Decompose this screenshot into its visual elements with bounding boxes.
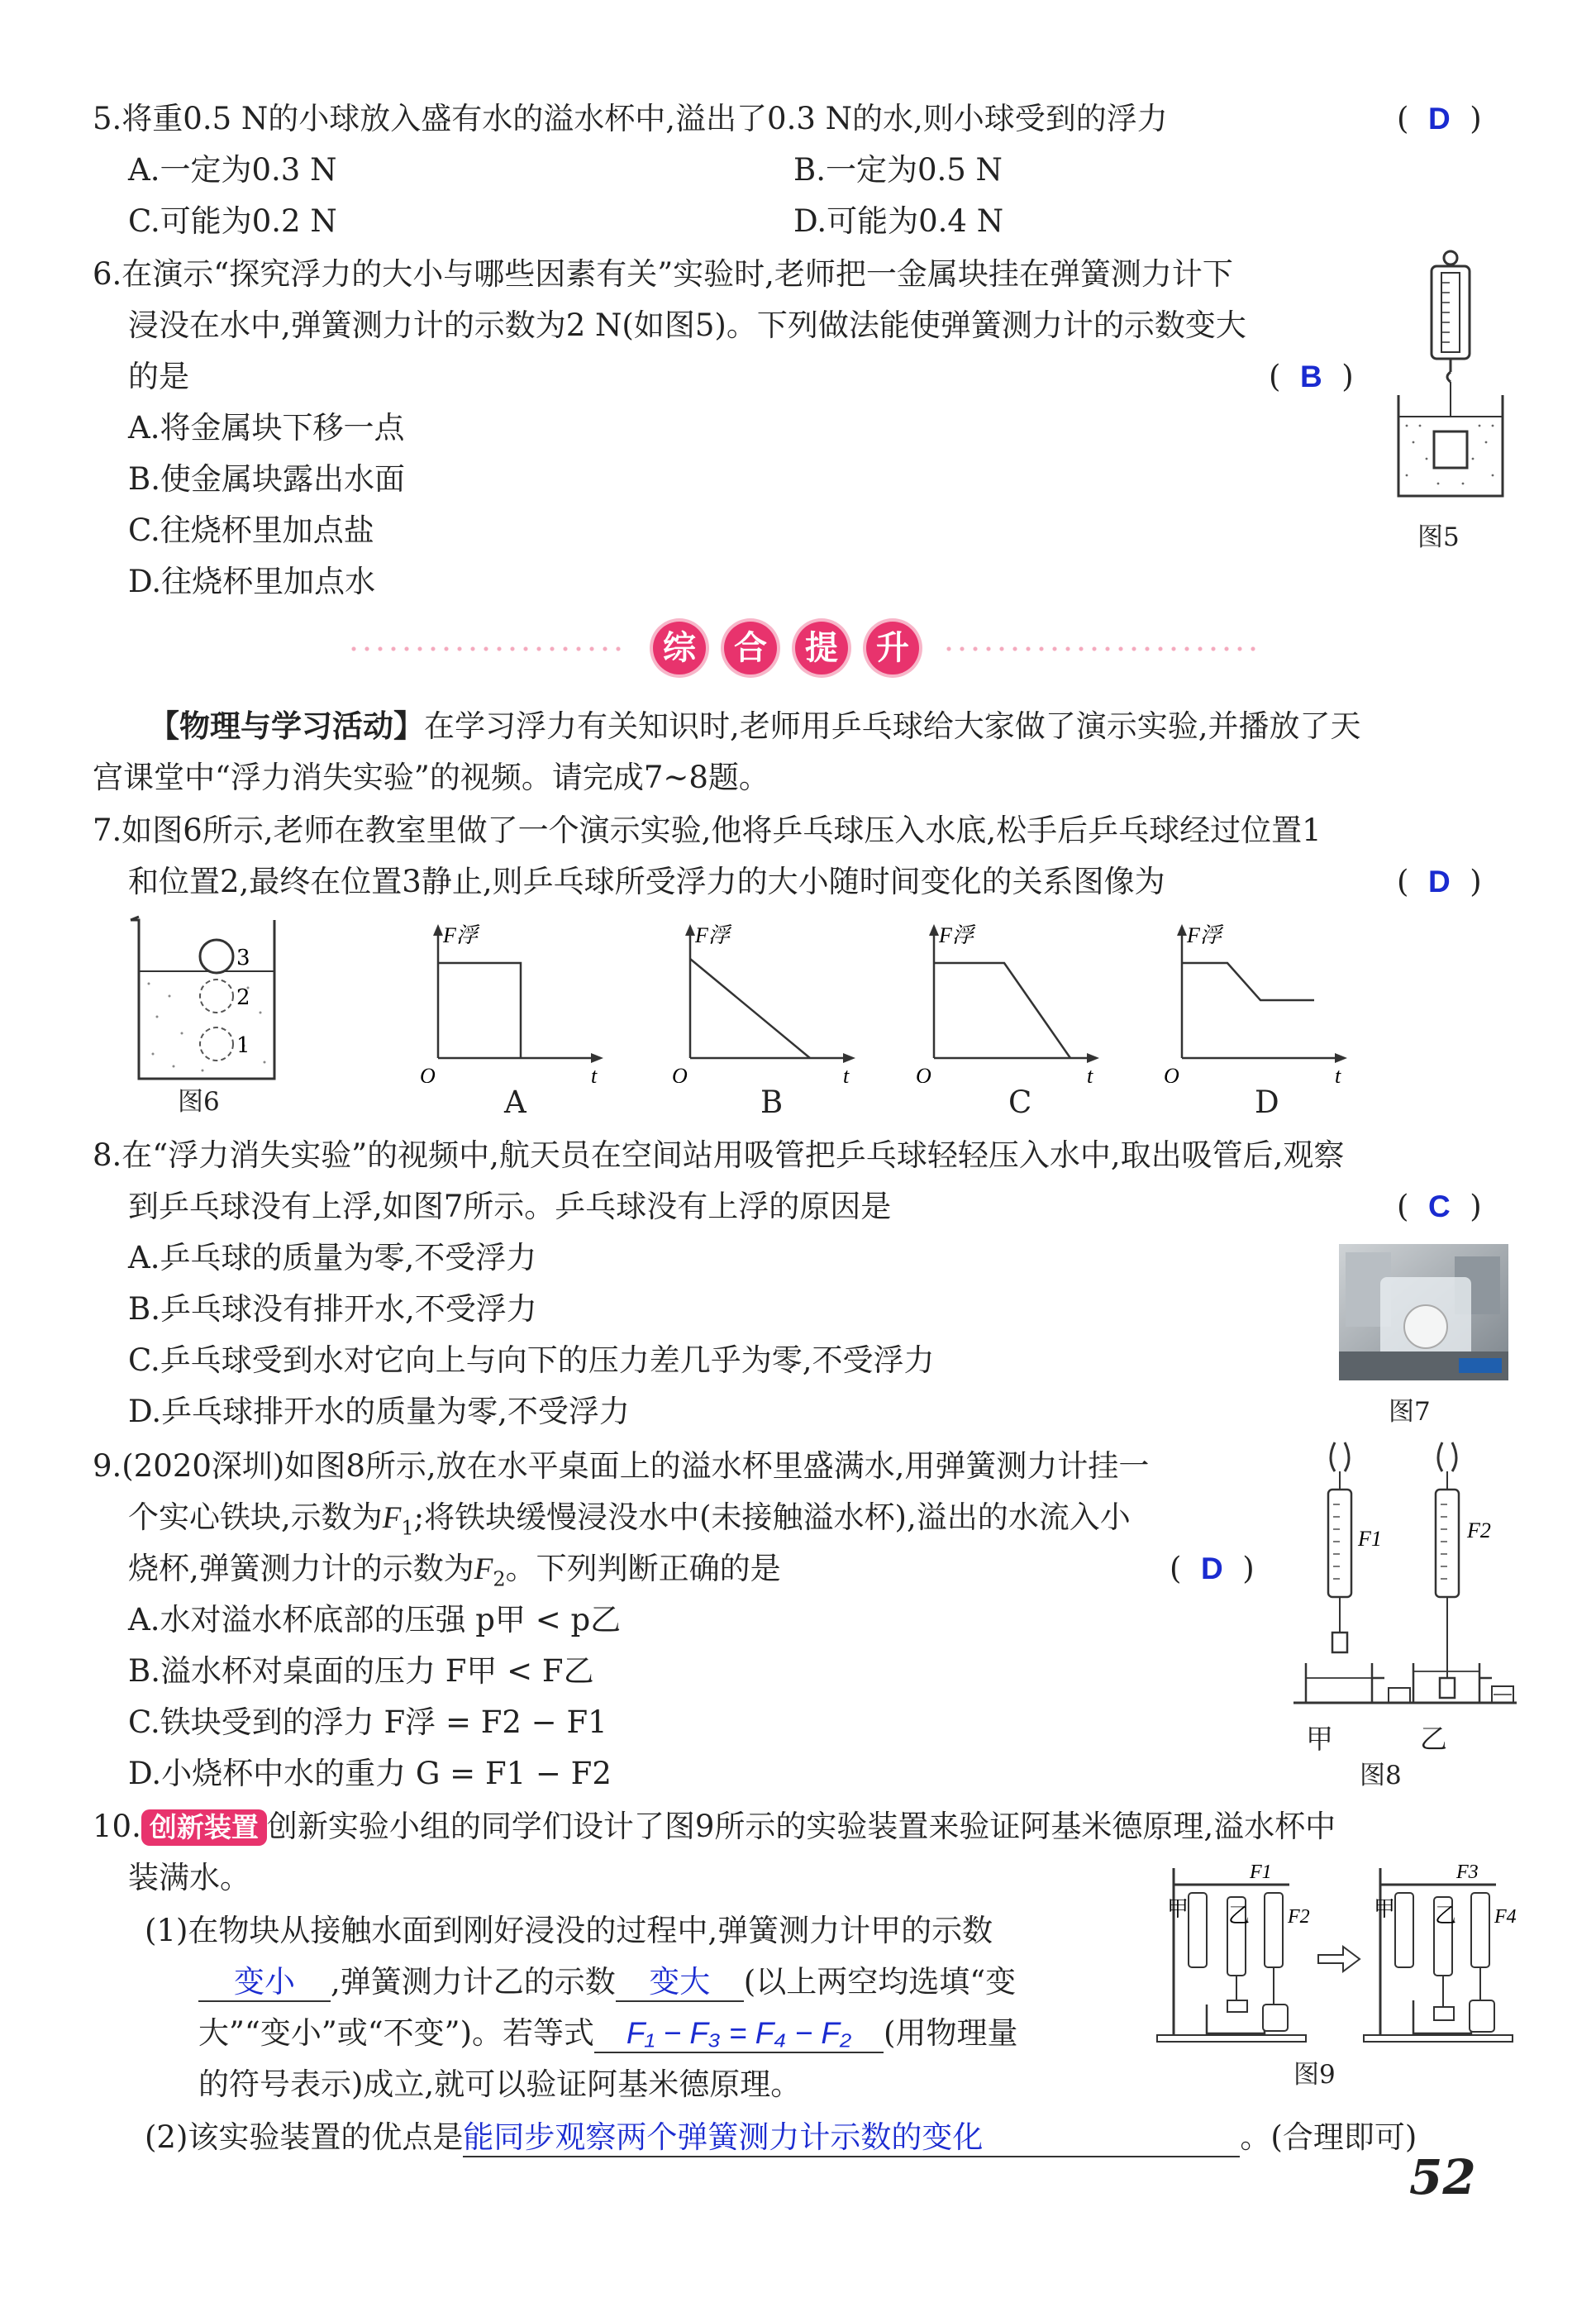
q6-option-b: B.使金属块露出水面 xyxy=(128,461,405,497)
page-number: 52 xyxy=(1409,2149,1476,2205)
q6-line3: 的是 xyxy=(128,359,189,394)
figure-8-f1: F1 xyxy=(1358,1527,1382,1551)
q7-line2: 和位置2,最终在位置3静止,则乒乓球所受浮力的大小随时间变化的关系图像为 xyxy=(128,864,1165,899)
blank-3[interactable]: F₁ − F₃ = F₄ − F₂ xyxy=(594,2015,884,2053)
q8-line2: 到乒乓球没有上浮,如图7所示。乒乓球没有上浮的原因是 xyxy=(128,1189,892,1224)
section-char-3: 提 xyxy=(795,622,848,675)
q10-part1-line4: 的符号表示)成立,就可以验证阿基米德原理。 xyxy=(198,2066,802,2102)
q6-option-d: D.往烧杯里加点水 xyxy=(128,564,376,599)
q8-option-c: C.乒乓球受到水对它向上与向下的压力差几乎为零,不受浮力 xyxy=(128,1342,935,1378)
graph-d-label: D xyxy=(1255,1084,1279,1120)
q9-line2: 个实心铁块,示数为$F_1$;将铁块缓慢浸没水中(未接触溢水杯),溢出的水流入小 xyxy=(128,1499,1131,1540)
figure-5-spring-scale-beaker xyxy=(1389,248,1513,521)
figure-9-jia-2: 甲 xyxy=(1374,1897,1396,1922)
graph-d-origin: O xyxy=(1164,1064,1179,1083)
q9-line1: 9.(2020深圳)如图8所示,放在水平桌面上的溢水杯里盛满水,用弹簧测力计挂一 xyxy=(93,1448,1150,1484)
q6-option-a: A.将金属块下移一点 xyxy=(128,410,405,446)
graph-d-xaxis: t xyxy=(1335,1064,1341,1083)
q8-line1: 8.在“浮力消失实验”的视频中,航天员在空间站用吸管把乒乓球轻轻压入水中,取出吸管后,观察 xyxy=(93,1137,1345,1173)
innovation-tag: 创新装置 xyxy=(141,1809,267,1846)
graph-a-xaxis: t xyxy=(591,1064,598,1083)
section-char-1: 综 xyxy=(653,622,706,675)
figure-8-jia: 甲 xyxy=(1306,1723,1333,1755)
graph-c-xaxis: t xyxy=(1087,1064,1093,1083)
graph-b-xaxis: t xyxy=(843,1064,850,1083)
graph-d xyxy=(1157,918,1355,1083)
q9-option-c: C.铁块受到的浮力 F浮 = F2 − F1 xyxy=(128,1704,607,1740)
graph-b xyxy=(665,918,864,1083)
figure-6-caption: 图6 xyxy=(178,1087,220,1117)
figure-9-apparatus xyxy=(1149,1860,1521,2050)
q9-option-d: D.小烧杯中水的重力 G = F1 − F2 xyxy=(128,1756,612,1791)
figure-7-caption: 图7 xyxy=(1389,1397,1431,1427)
figure-9-yi-1: 乙 xyxy=(1228,1904,1251,1928)
intro-line2: 宫课堂中“浮力消失实验”的视频。请完成7~8题。 xyxy=(93,760,769,795)
figure-9-f1: F1 xyxy=(1250,1862,1272,1883)
figure-9-f3: F3 xyxy=(1456,1862,1479,1883)
q9-answer: ( D ) xyxy=(1170,1551,1255,1586)
blank-2[interactable]: 变大 xyxy=(616,1964,744,2002)
q5-option-d: D.可能为0.4 N xyxy=(793,203,1004,239)
graph-c-yaxis: F浮 xyxy=(939,923,974,947)
q10-line1: 10. 创新装置 创新实验小组的同学们设计了图9所示的实验装置来验证阿基米德原理,溢水杯中 xyxy=(93,1809,1336,1844)
intro-heading: 【物理与学习活动】 xyxy=(149,708,424,744)
graph-c-origin: O xyxy=(916,1064,931,1083)
figure-9-jia-1: 甲 xyxy=(1167,1897,1189,1922)
q10-part2: (2)该实验装置的优点是能同步观察两个弹簧测力计示数的变化 。(合理即可) xyxy=(145,2118,1417,2157)
figure-8-f2: F2 xyxy=(1467,1518,1491,1542)
q8-option-d: D.乒乓球排开水的质量为零,不受浮力 xyxy=(128,1394,630,1429)
figure-9-f2: F2 xyxy=(1288,1906,1310,1928)
q10-part1-line2: 变小 ,弹簧测力计乙的示数 变大 (以上两空均选填“变 xyxy=(198,1962,1016,2002)
position-3: 3 xyxy=(236,946,250,970)
q8-option-a: A.乒乓球的质量为零,不受浮力 xyxy=(128,1240,537,1275)
figure-9-yi-2: 乙 xyxy=(1435,1904,1457,1928)
q5-stem: 5.将重0.5 N的小球放入盛有水的溢水杯中,溢出了0.3 N的水,则小球受到的浮力 xyxy=(93,101,1168,136)
figure-7-space-station-photo xyxy=(1339,1244,1508,1380)
q7-answer: ( D ) xyxy=(1397,864,1482,899)
section-char-4: 升 xyxy=(866,622,919,675)
q5-answer: ( D ) xyxy=(1397,101,1482,136)
graph-d-yaxis: F浮 xyxy=(1187,923,1222,947)
q8-option-b: B.乒乓球没有排开水,不受浮力 xyxy=(128,1291,537,1327)
figure-9-f4: F4 xyxy=(1494,1906,1517,1928)
figure-5-caption: 图5 xyxy=(1417,522,1460,552)
blank-1[interactable]: 变小 xyxy=(198,1964,331,2002)
q6-line2: 浸没在水中,弹簧测力计的示数为2 N(如图5)。下列做法能使弹簧测力计的示数变大 xyxy=(128,307,1246,343)
figure-8-caption: 图8 xyxy=(1360,1761,1402,1790)
figure-8-yi: 乙 xyxy=(1420,1723,1447,1755)
section-title xyxy=(653,622,919,675)
q7-line1: 7.如图6所示,老师在教室里做了一个演示实验,他将乒乓球压入水底,松手后乒乓球经过位置1 xyxy=(93,813,1322,848)
q5-option-c: C.可能为0.2 N xyxy=(128,203,337,239)
graph-c xyxy=(909,918,1108,1083)
section-divider-right xyxy=(942,646,1256,651)
q6-line1: 6.在演示“探究浮力的大小与哪些因素有关”实验时,老师把一金属块挂在弹簧测力计下 xyxy=(93,256,1233,292)
q5-option-a: A.一定为0.3 N xyxy=(128,152,337,188)
q6-answer: ( B ) xyxy=(1269,359,1354,394)
position-1: 1 xyxy=(236,1033,250,1058)
q9-option-b: B.溢水杯对桌面的压力 F甲 < F乙 xyxy=(128,1653,594,1689)
graph-a xyxy=(413,918,612,1083)
blank-4[interactable]: 能同步观察两个弹簧测力计示数的变化 xyxy=(463,2119,1240,2157)
graph-a-yaxis: F浮 xyxy=(443,923,478,947)
figure-6-beaker-positions xyxy=(124,913,289,1087)
q10-line2: 装满水。 xyxy=(128,1860,250,1895)
graph-b-yaxis: F浮 xyxy=(695,923,730,947)
graph-b-label: B xyxy=(760,1084,784,1120)
position-2: 2 xyxy=(236,985,250,1010)
q9-option-a: A.水对溢水杯底部的压强 p甲 < p乙 xyxy=(128,1602,622,1637)
q9-line3: 烧杯,弹簧测力计的示数为$F_2$。下列判断正确的是 xyxy=(128,1551,781,1591)
graph-b-origin: O xyxy=(672,1064,688,1083)
q10-part1-line1: (1)在物块从接触水面到刚好浸没的过程中,弹簧测力计甲的示数 xyxy=(145,1913,993,1948)
graph-c-label: C xyxy=(1008,1084,1032,1120)
figure-8-overflow-cups xyxy=(1293,1438,1517,1728)
figure-9-caption: 图9 xyxy=(1293,2060,1336,2090)
section-divider-left xyxy=(347,646,628,651)
graph-a-origin: O xyxy=(420,1064,436,1083)
q5-option-b: B.一定为0.5 N xyxy=(793,152,1003,188)
section-char-2: 合 xyxy=(724,622,777,675)
q6-option-c: C.往烧杯里加点盐 xyxy=(128,512,374,548)
q8-answer: ( C ) xyxy=(1397,1189,1482,1224)
q10-part1-line3: 大”“变小”或“不变”)。若等式 F₁ − F₃ = F₄ − F₂ (用物理量 xyxy=(198,2014,1017,2053)
intro-line1: 【物理与学习活动】在学习浮力有关知识时,老师用乒乓球给大家做了演示实验,并播放了天 xyxy=(149,708,1361,744)
graph-a-label: A xyxy=(504,1084,526,1120)
